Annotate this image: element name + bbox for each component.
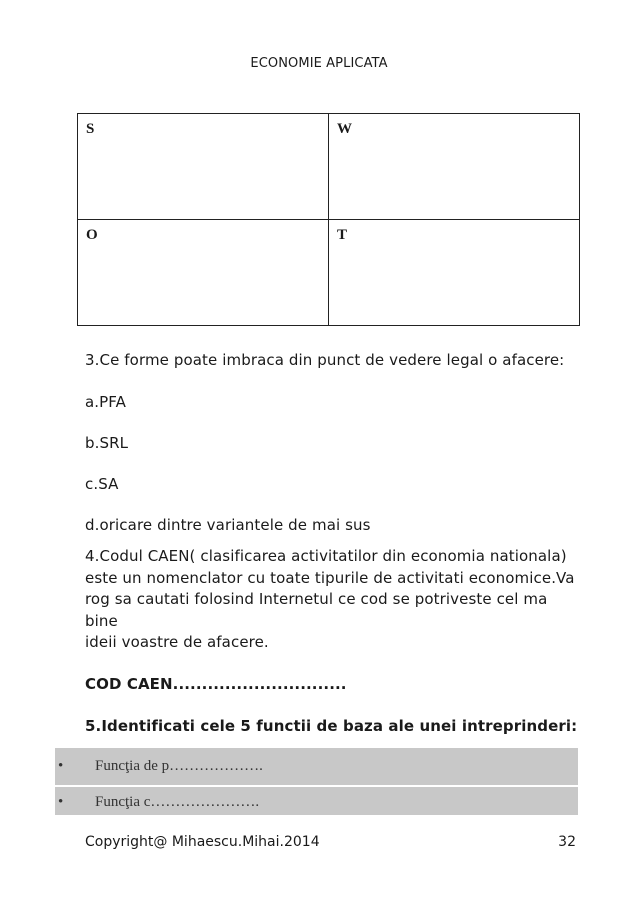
swot-cell-threats: T: [329, 220, 580, 326]
list-divider: [55, 785, 578, 787]
question-5: 5.Identificati cele 5 functii de baza ale unei intreprinderi:: [85, 717, 578, 735]
functions-list: [55, 748, 578, 815]
bullet-icon: •: [58, 758, 64, 774]
option-c: c.SA: [85, 475, 119, 493]
swot-table: [77, 113, 580, 326]
bullet-icon: •: [58, 794, 64, 810]
swot-row-bottom: [78, 220, 580, 326]
list-item-text: Funcţia de p……………….: [95, 758, 263, 774]
option-b: b.SRL: [85, 434, 129, 452]
list-item: [55, 788, 578, 818]
swot-cell-opportunities: O: [78, 220, 329, 326]
swot-cell-strengths: S: [78, 114, 329, 220]
option-d: d.oricare dintre variantele de mai sus: [85, 516, 371, 534]
question-4-line-3: rog sa cautati folosind Internetul ce cod se potriveste cel ma bine: [85, 590, 548, 630]
list-item: [55, 752, 578, 782]
question-4-line-4: ideii voastre de afacere.: [85, 633, 269, 651]
question-4-line-2: este un nomenclator cu toate tipurile de activitati economice.Va: [85, 568, 575, 587]
list-item-text: Funcţia c………………….: [95, 794, 260, 810]
question-4-line-1: 4.Codul CAEN( clasificarea activitatilor din economia nationala): [85, 547, 567, 565]
cod-caen-field: COD CAEN..............................: [85, 675, 347, 693]
page-number: 32: [558, 834, 576, 850]
question-4: [85, 546, 585, 654]
footer-copyright: Copyright@ Mihaescu.Mihai.2014: [85, 834, 320, 850]
option-a: a.PFA: [85, 393, 127, 411]
question-3: 3.Ce forme poate imbraca din punct de vedere legal o afacere:: [85, 351, 565, 369]
swot-row-top: [78, 114, 580, 220]
swot-cell-weaknesses: W: [329, 114, 580, 220]
page-header: ECONOMIE APLICATA: [250, 56, 388, 71]
